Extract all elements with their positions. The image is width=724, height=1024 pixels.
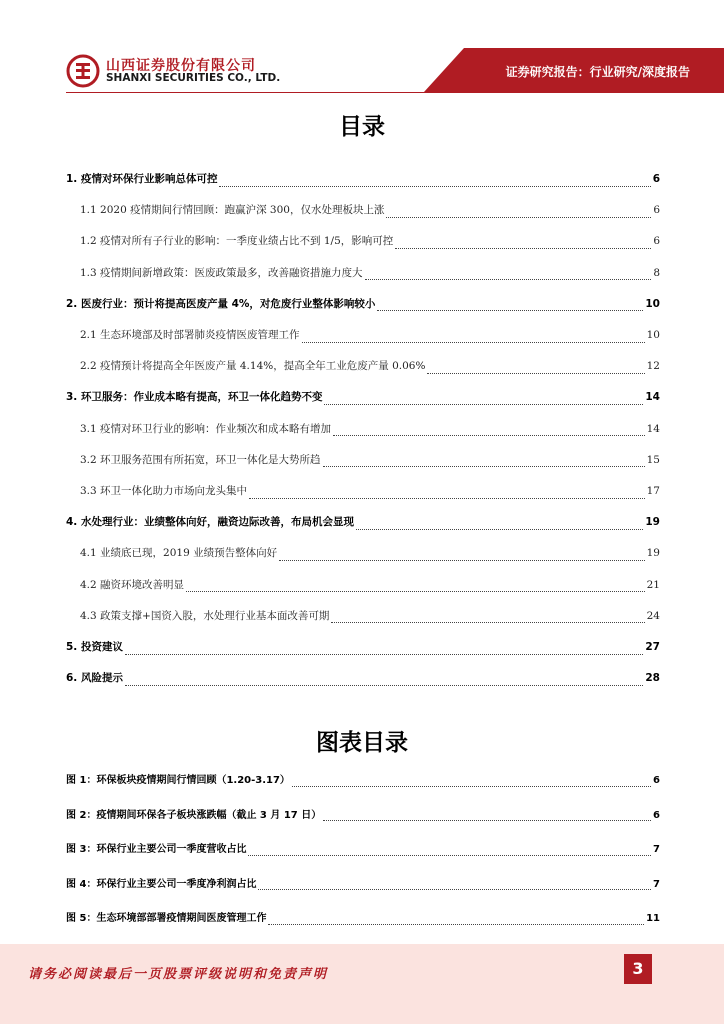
dot-leader <box>365 267 652 280</box>
dot-leader <box>377 298 643 311</box>
disclaimer-note: 请务必阅读最后一页股票评级说明和免责声明 <box>28 967 329 982</box>
entry-title: 2.1 生态环境部及时部署肺炎疫情医废管理工作 <box>80 329 300 341</box>
dot-leader <box>323 808 651 821</box>
company-name-en: SHANXI SECURITIES CO., LTD. <box>106 72 281 84</box>
entry-page-number: 28 <box>645 672 660 685</box>
entry-page-number: 17 <box>646 485 660 497</box>
entry-title: 3.2 环卫服务范围有所拓宽，环卫一体化是大势所趋 <box>80 453 321 466</box>
dot-leader <box>249 486 645 499</box>
entry-page-number: 21 <box>646 578 660 591</box>
entry-page-number: 27 <box>645 641 660 653</box>
toc-entry[interactable] <box>80 233 660 251</box>
entry-title: 5. 投资建议 <box>66 641 123 653</box>
entry-page-number: 6 <box>653 204 660 217</box>
dot-leader <box>268 912 644 925</box>
figures-title: 图表目录 <box>316 729 408 756</box>
toc-entry[interactable] <box>80 265 660 283</box>
toc-entry[interactable] <box>80 577 660 595</box>
figure-entry[interactable] <box>66 875 660 893</box>
entry-page-number: 15 <box>646 453 660 466</box>
toc-entry[interactable] <box>80 202 660 220</box>
entry-title: 1. 疫情对环保行业影响总体可控 <box>66 173 218 185</box>
entry-title: 1.3 疫情期间新增政策：医废政策最多，改善融资措施力度大 <box>80 266 363 279</box>
dot-leader <box>395 236 651 249</box>
dot-leader <box>279 548 645 561</box>
entry-page-number: 6 <box>652 173 660 185</box>
entry-title: 图 4：环保行业主要公司一季度净利润占比 <box>66 878 257 890</box>
toc-title: 目录 <box>339 113 385 140</box>
figure-entry[interactable] <box>66 806 660 824</box>
entry-page-number: 8 <box>653 266 660 279</box>
dot-leader <box>386 205 651 218</box>
entry-page-number: 11 <box>646 913 660 924</box>
toc-entry[interactable] <box>80 608 660 626</box>
company-name-cn: 山西证券股份有限公司 <box>106 58 256 74</box>
entry-title: 图 1：环保板块疫情期间行情回顾（1.20-3.17） <box>66 775 290 786</box>
report-type-label: 证券研究报告：行业研究/深度报告 <box>505 65 690 79</box>
entry-title: 图 3：环保行业主要公司一季度营收占比 <box>66 844 247 855</box>
entry-page-number: 6 <box>653 775 660 786</box>
entry-title: 4.3 政策支撑+国资入股，水处理行业基本面改善可期 <box>80 609 330 622</box>
entry-page-number: 19 <box>645 516 660 529</box>
entry-page-number: 24 <box>646 609 660 622</box>
dot-leader <box>248 843 651 856</box>
entry-title: 3.3 环卫一体化助力市场向龙头集中 <box>80 485 248 497</box>
entry-title: 图 2：疫情期间环保各子板块涨跌幅（截止 3 月 17 日） <box>66 809 322 821</box>
entry-page-number: 14 <box>646 422 660 435</box>
toc-entry[interactable] <box>80 327 660 345</box>
entry-title: 4.2 融资环境改善明显 <box>80 578 185 591</box>
toc-entry[interactable] <box>66 389 660 407</box>
page-number: 3 <box>624 954 652 984</box>
entry-page-number: 14 <box>645 391 660 404</box>
header-divider <box>66 92 724 93</box>
dot-leader <box>324 392 643 405</box>
entry-page-number: 10 <box>645 297 660 310</box>
dot-leader <box>292 774 651 787</box>
toc-entry[interactable] <box>80 421 660 439</box>
entry-page-number: 6 <box>653 235 660 248</box>
toc-entry[interactable] <box>80 483 660 501</box>
page-header <box>0 0 724 96</box>
entry-page-number: 7 <box>653 878 660 890</box>
dot-leader <box>302 330 645 343</box>
entry-title: 2.2 疫情预计将提高全年医废产量 4.14%，提高全年工业危废产量 0.06% <box>80 360 426 373</box>
toc-entry[interactable] <box>66 296 660 314</box>
dot-leader <box>125 642 643 655</box>
figure-entry[interactable] <box>66 771 660 789</box>
entry-title: 1.2 疫情对所有子行业的影响：一季度业绩占比不到 1/5，影响可控 <box>80 235 394 248</box>
entry-page-number: 6 <box>653 809 660 821</box>
entry-page-number: 19 <box>646 547 660 560</box>
figure-entry[interactable] <box>66 840 660 858</box>
toc-entry[interactable] <box>80 545 660 563</box>
entry-title: 图 5：生态环境部部署疫情期间医废管理工作 <box>66 913 267 924</box>
toc-entry[interactable] <box>66 171 660 189</box>
entry-page-number: 7 <box>653 844 660 855</box>
dot-leader <box>333 423 645 436</box>
dot-leader <box>186 579 645 592</box>
dot-leader <box>331 610 644 623</box>
dot-leader <box>356 517 643 530</box>
toc-entry[interactable] <box>66 639 660 657</box>
entry-title: 1.1 2020 疫情期间行情回顾：跑赢沪深 300，仅水处理板块上涨 <box>80 204 385 217</box>
toc-entry[interactable] <box>80 452 660 470</box>
toc-entry[interactable] <box>66 514 660 532</box>
dot-leader <box>258 877 651 890</box>
entry-page-number: 10 <box>646 329 660 341</box>
entry-title: 6. 风险提示 <box>66 672 123 685</box>
page-footer <box>0 944 724 1024</box>
entry-title: 4.1 业绩底已现，2019 业绩预告整体向好 <box>80 547 278 560</box>
toc-entry[interactable] <box>66 670 660 688</box>
figure-entry[interactable] <box>66 909 660 927</box>
entry-title: 3. 环卫服务：作业成本略有提高，环卫一体化趋势不变 <box>66 391 323 404</box>
entry-title: 2. 医废行业：预计将提高医废产量 4%，对危废行业整体影响较小 <box>66 297 376 310</box>
dot-leader <box>323 454 645 467</box>
entry-title: 3.1 疫情对环卫行业的影响：作业频次和成本略有增加 <box>80 422 332 435</box>
entry-title: 4. 水处理行业：业绩整体向好，融资边际改善，布局机会显现 <box>66 516 354 529</box>
entry-page-number: 12 <box>646 360 660 373</box>
company-logo-icon <box>66 54 100 88</box>
toc-entry[interactable] <box>80 358 660 376</box>
dot-leader <box>427 361 644 374</box>
dot-leader <box>125 673 643 686</box>
dot-leader <box>219 174 650 187</box>
